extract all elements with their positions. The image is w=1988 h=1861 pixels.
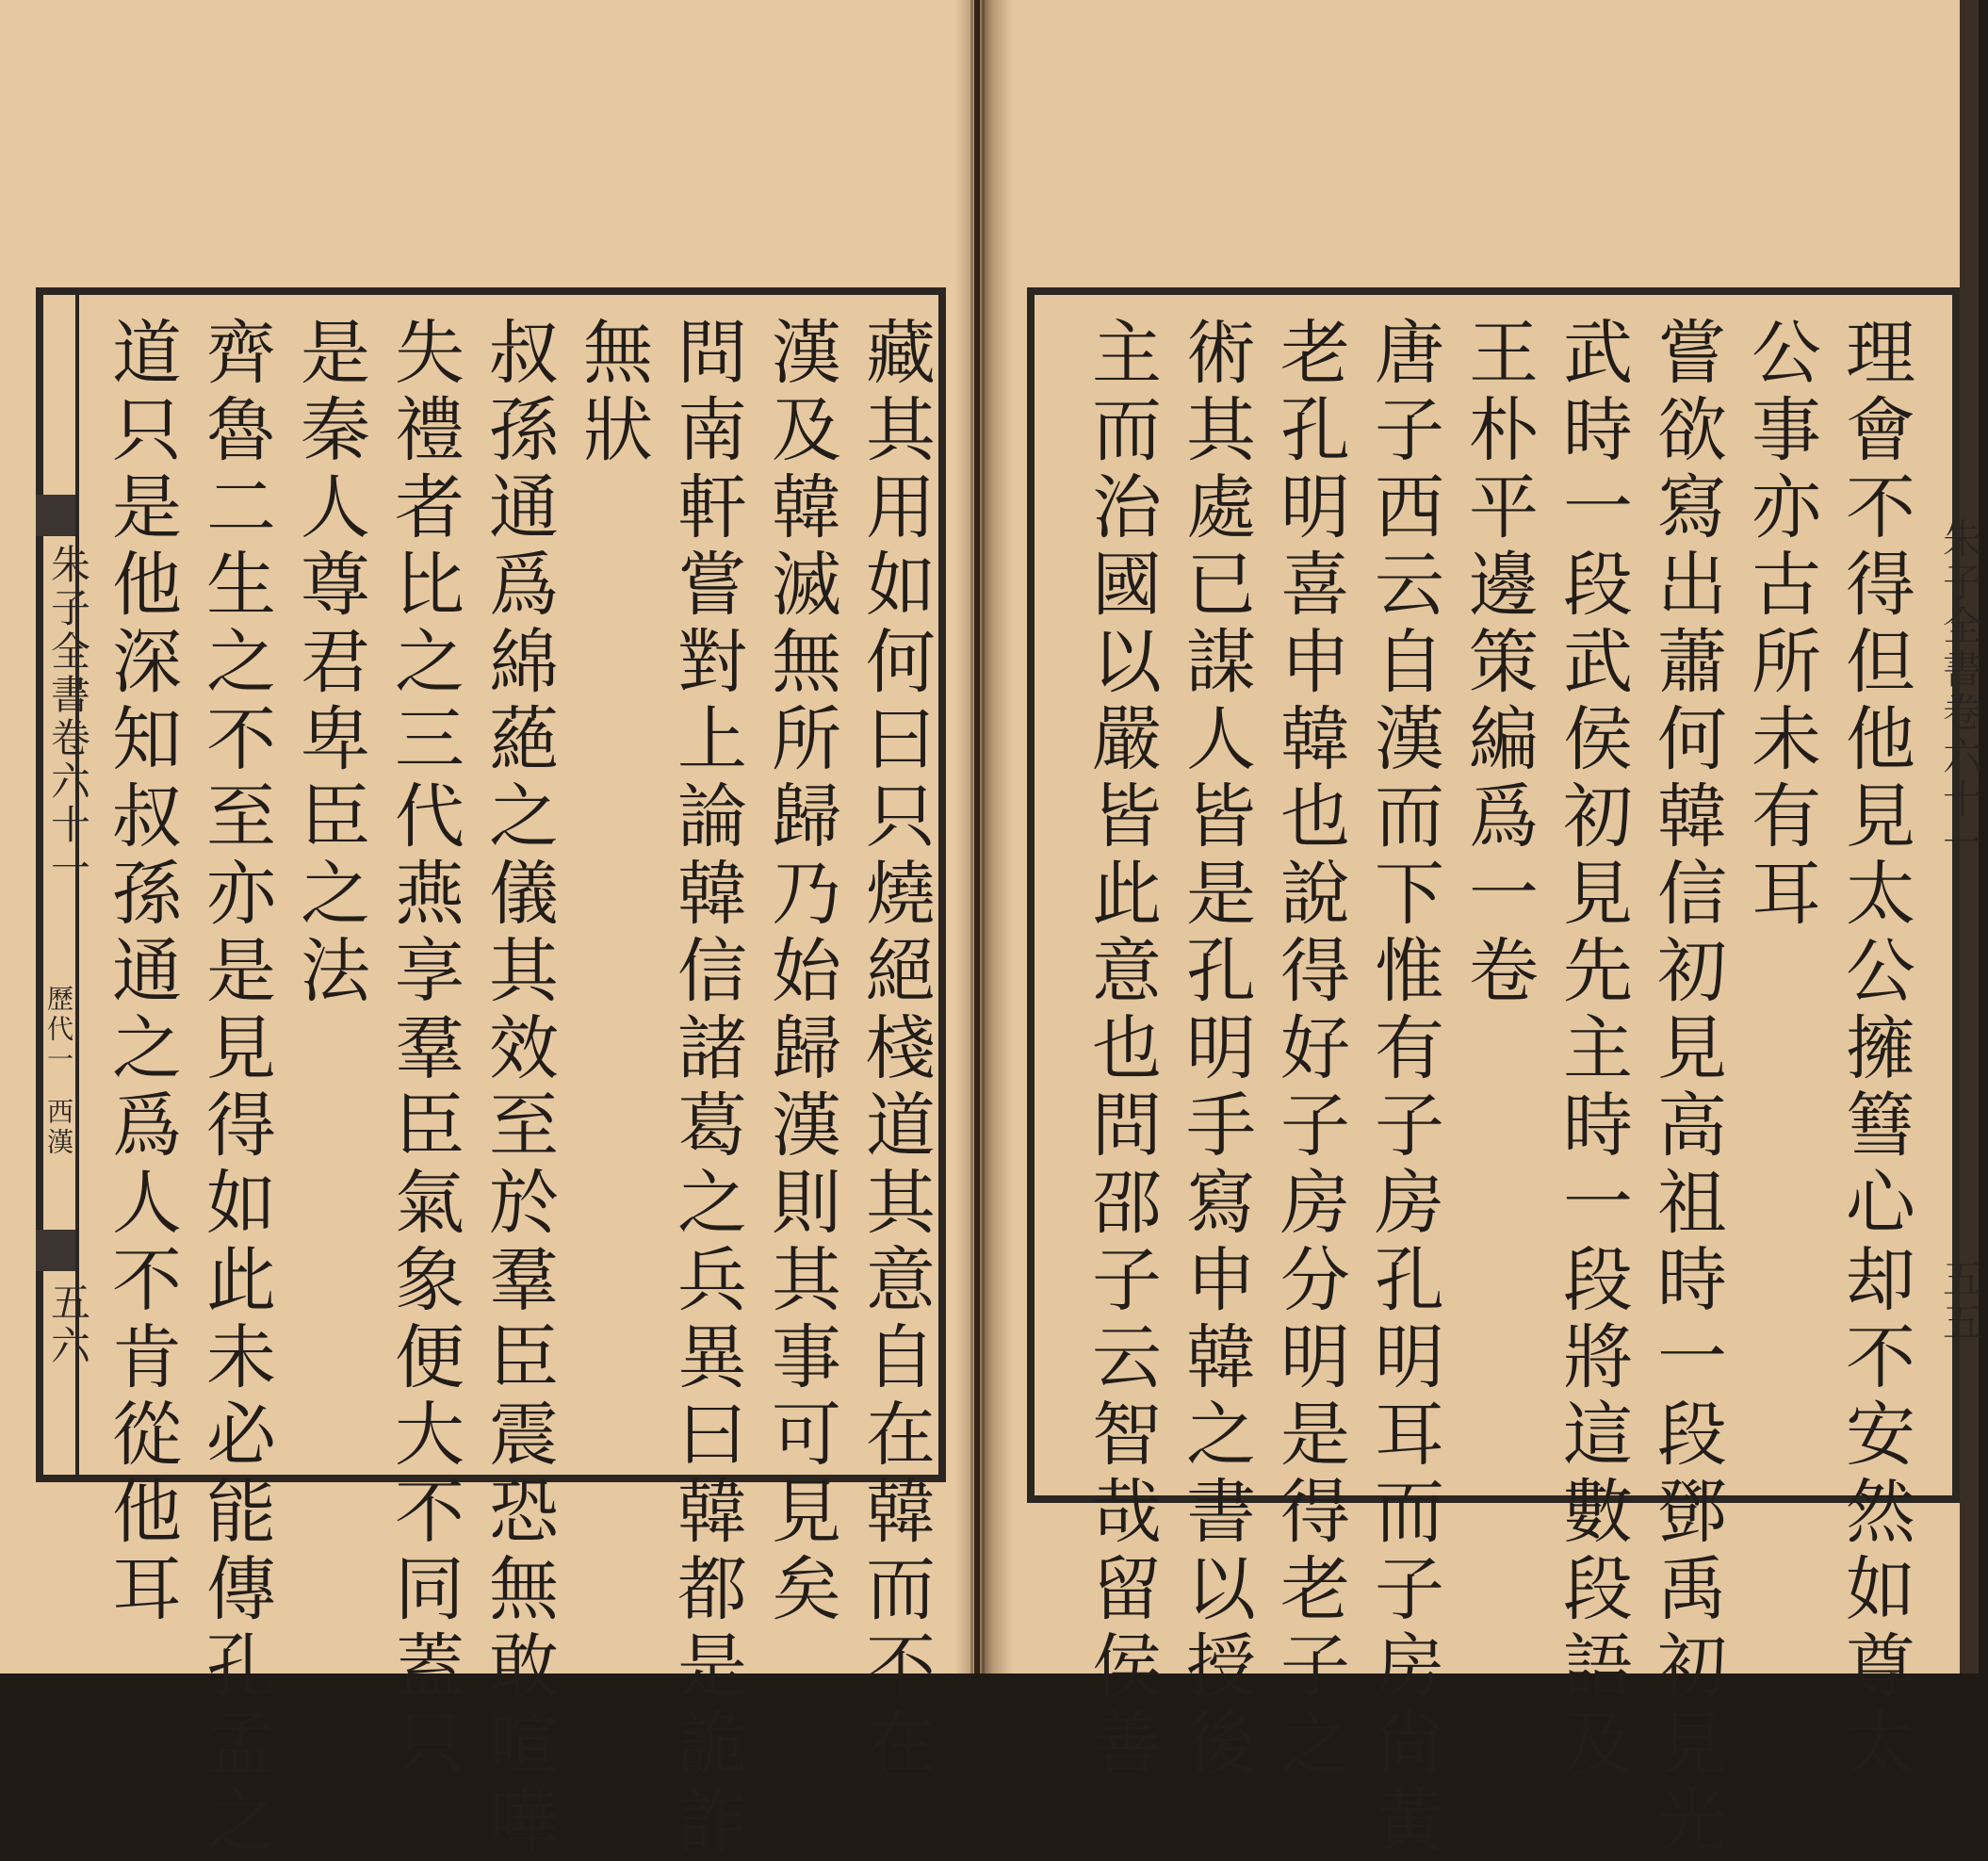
- left-banxin: [36, 287, 91, 1482]
- text-column: 武時一段武侯初見先主時一段將這數段語及: [1552, 316, 1633, 1784]
- banxin-subsection: 西漢: [43, 1098, 74, 1158]
- text-column: 公事亦古所未有耳: [1740, 316, 1821, 934]
- text-column: 失禮者比之三代燕享羣臣氣象便大不同蓋只: [383, 316, 464, 1784]
- text-column: 是秦人尊君卑臣之法: [289, 316, 370, 1011]
- text-column: 主而治國以嚴皆此意也問邵子云智哉留侯善: [1081, 316, 1162, 1784]
- text-column: 理會不得但他見太公擁篲心却不安然如尊太: [1834, 316, 1915, 1784]
- text-column: 嘗欲寫出蕭何韓信初見高祖時一段鄧禹初見光: [1646, 316, 1727, 1861]
- banxin-folio: 五六: [45, 1281, 91, 1368]
- text-column: 問南軒嘗對上論韓信諸葛之兵異曰韓都是詭詐: [666, 316, 747, 1861]
- fishtail-mark: [36, 1230, 75, 1271]
- fishtail-mark: [36, 495, 75, 536]
- text-column: 齊魯二生之不至亦是見得如此未必能傳孔孟之: [195, 316, 276, 1861]
- banxin-section: 歷代一: [43, 985, 74, 1075]
- banxin-title: 朱子全書卷六十一: [45, 544, 91, 890]
- text-column: 王朴平邊策編爲一卷: [1458, 316, 1539, 1011]
- text-column: 道只是他深知叔孫通之爲人不肯從他耳: [101, 316, 182, 1629]
- text-column: 無狀: [572, 316, 653, 470]
- text-column: 叔孫通爲綿蕝之儀其效至於羣臣震恐無敢喧嘩: [478, 316, 559, 1861]
- right-header-strip: [1931, 287, 1983, 1503]
- strip-folio: 五五: [1937, 1258, 1983, 1345]
- text-column: 漢及韓滅無所歸乃始歸漢則其事可見矣: [760, 316, 841, 1629]
- fold-line: [970, 0, 973, 1673]
- text-column: 術其處已謀人皆是孔明手寫申韓之書以授後: [1175, 316, 1256, 1784]
- text-column: 藏其用如何曰只燒絕棧道其意自在韓而不在: [855, 316, 936, 1784]
- fold-line: [982, 0, 985, 1673]
- text-column: 老孔明喜申韓也說得好子房分明是得老子之: [1269, 316, 1350, 1784]
- text-column: 唐子西云自漢而下惟有子房孔明耳而子房尙黃: [1363, 316, 1444, 1861]
- strip-title: 朱子全書卷六十一: [1937, 518, 1983, 865]
